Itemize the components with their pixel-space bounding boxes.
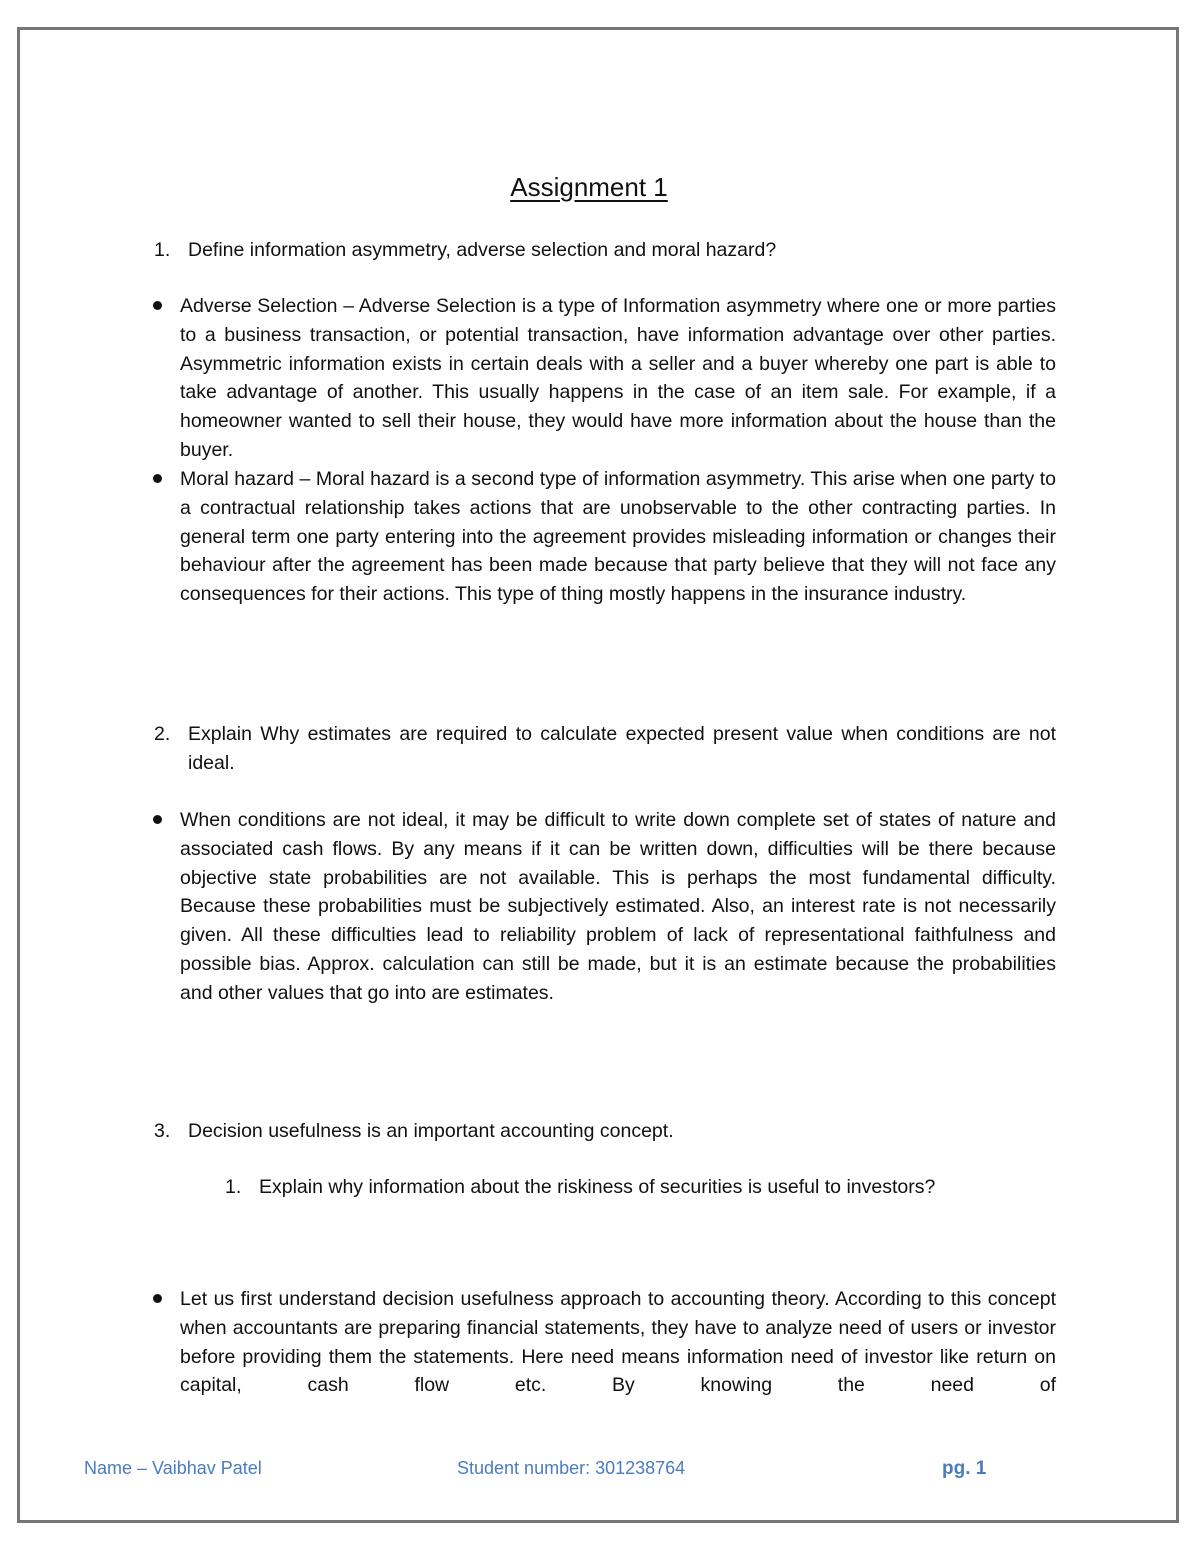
question-3-number: 3.	[154, 1120, 171, 1142]
question-1	[154, 236, 1054, 265]
question-3	[154, 1117, 1054, 1146]
bullet-icon	[153, 1294, 162, 1303]
answer-moral-hazard	[180, 465, 1056, 609]
question-2-number: 2.	[154, 723, 171, 745]
question-1-number: 1.	[154, 239, 171, 261]
answer-decision-usefulness	[180, 1285, 1056, 1400]
sub-question-1-text: Explain why information about the riskiness of securities is useful to investors?	[259, 1176, 936, 1198]
question-2-text: Explain Why estimates are required to calculate expected present value when conditions are not ideal.	[188, 723, 1056, 774]
footer-page-number: pg. 1	[942, 1458, 987, 1479]
page-title: Assignment 1	[510, 172, 668, 202]
answer-adverse-selection	[180, 292, 1056, 465]
sub-question-1-number: 1.	[225, 1176, 242, 1198]
answer-moral-hazard-text: Moral hazard – Moral hazard is a second type of information asymmetry. This arise when one party to a contractual relationship takes actions that are unobservable to the other contracting parties. In general term one party entering into the agreement provides misleading information or changes their behaviour after the agreement has been made because that party believe that they will not face any consequences for their actions. This type of thing mostly happens in the insurance industry.	[180, 468, 1056, 606]
answer-estimates	[180, 806, 1056, 1008]
question-3-text: Decision usefulness is an important accounting concept.	[188, 1120, 674, 1142]
question-2	[154, 720, 1056, 778]
bullet-icon	[153, 301, 162, 310]
bullet-icon	[153, 474, 162, 483]
answer-estimates-text: When conditions are not ideal, it may be difficult to write down complete set of states of nature and associated cash flows. By any means if it can be written down, difficulties will be there because objective state probabilities are not available. This is perhaps the most fundamental difficulty. Because these probabilities must be subjectively estimated. Also, an interest rate is not necessarily given. All these difficulties lead to reliability problem of lack of representational faithfulness and possible bias. Approx. calculation can still be made, but it is an estimate because the probabilities and other values that go into are estimates.	[180, 809, 1056, 1004]
question-1-text: Define information asymmetry, adverse selection and moral hazard?	[188, 239, 777, 261]
footer-name: Name – Vaibhav Patel	[84, 1458, 262, 1478]
footer-student-number: Student number: 301238764	[457, 1458, 686, 1478]
sub-question-1	[225, 1173, 1065, 1202]
answer-adverse-selection-text: Adverse Selection – Adverse Selection is a type of Information asymmetry where one or more parties to a business transaction, or potential transaction, have information advantage over other parties. Asymmetric information exists in certain deals with a seller and a buyer whereby one part is able to take advantage of another. This usually happens in the case of an item sale. For example, if a homeowner wanted to sell their house, they would have more information about the house than the buyer.	[180, 295, 1056, 461]
answer-decision-usefulness-text: Let us first understand decision usefulness approach to accounting theory. According to this concept when accountants are preparing financial statements, they have to analyze need of users or investor before providing them the statements. Here need means information need of investor like return on capital, cash flow etc. By knowing the need of	[180, 1288, 1056, 1397]
bullet-icon	[153, 815, 162, 824]
